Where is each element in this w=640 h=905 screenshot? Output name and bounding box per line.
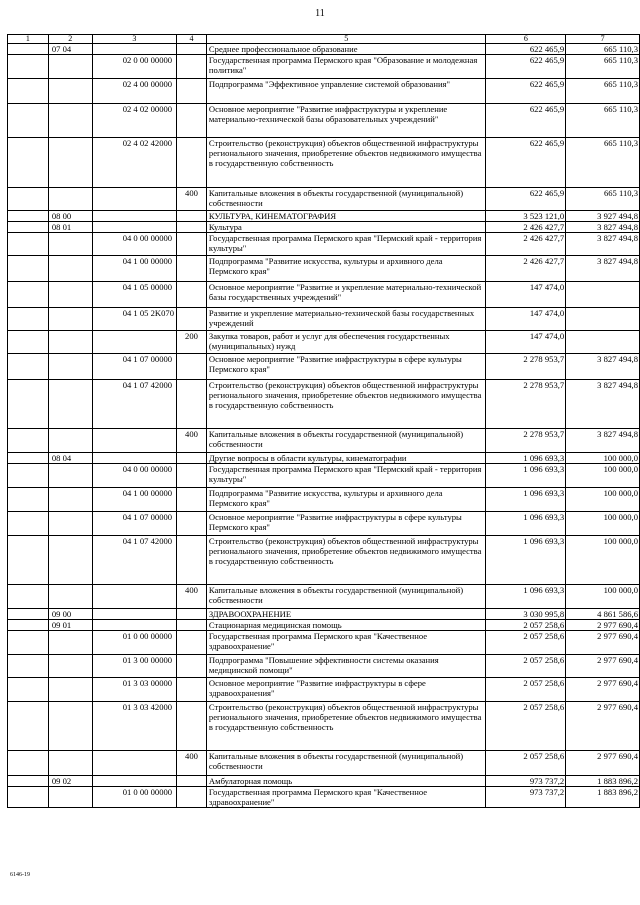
section-code-cell: [48, 256, 92, 282]
amount-year1-cell: 2 278 953,7: [486, 354, 566, 380]
row-index-cell: [8, 776, 49, 787]
expense-type-cell: [177, 138, 207, 188]
expense-type-cell: 400: [177, 585, 207, 609]
row-name-cell: Стационарная медицинская помощь: [206, 620, 486, 631]
target-article-cell: [92, 331, 176, 354]
table-row: [8, 787, 640, 808]
expense-type-cell: [177, 55, 207, 79]
expense-type-cell: [177, 787, 207, 808]
section-code-cell: [48, 631, 92, 655]
expense-type-cell: [177, 655, 207, 678]
amount-year2-cell: 2 977 690,4: [566, 751, 640, 776]
amount-year1-cell: 147 474,0: [486, 331, 566, 354]
target-article-cell: 04 1 05 2K070: [92, 308, 176, 331]
expense-type-cell: [177, 702, 207, 751]
amount-year1-cell: 622 465,9: [486, 188, 566, 211]
amount-year2-cell: 2 977 690,4: [566, 620, 640, 631]
row-index-cell: [8, 256, 49, 282]
amount-year2-cell: 100 000,0: [566, 488, 640, 512]
expense-type-cell: 400: [177, 188, 207, 211]
column-header: 7: [566, 35, 640, 44]
section-code-cell: 08 01: [48, 222, 92, 233]
row-name-cell: ЗДРАВООХРАНЕНИЕ: [206, 609, 486, 620]
target-article-cell: 02 0 00 00000: [92, 55, 176, 79]
expense-type-cell: [177, 222, 207, 233]
budget-table: [7, 34, 640, 808]
table-row: [8, 331, 640, 354]
row-index-cell: [8, 79, 49, 104]
row-index-cell: [8, 188, 49, 211]
amount-year1-cell: 2 057 258,6: [486, 702, 566, 751]
row-index-cell: [8, 380, 49, 429]
amount-year2-cell: 100 000,0: [566, 453, 640, 464]
row-name-cell: Другие вопросы в области культуры, кинематографии: [206, 453, 486, 464]
table-row: [8, 380, 640, 429]
amount-year2-cell: 100 000,0: [566, 585, 640, 609]
expense-type-cell: [177, 453, 207, 464]
row-index-cell: [8, 585, 49, 609]
section-code-cell: [48, 512, 92, 536]
row-index-cell: [8, 631, 49, 655]
target-article-cell: [92, 585, 176, 609]
section-code-cell: [48, 233, 92, 256]
row-index-cell: [8, 678, 49, 702]
amount-year2-cell: 665 110,3: [566, 104, 640, 138]
table-row: [8, 256, 640, 282]
expense-type-cell: [177, 256, 207, 282]
target-article-cell: 04 1 07 00000: [92, 512, 176, 536]
amount-year1-cell: 1 096 693,3: [486, 453, 566, 464]
amount-year2-cell: 3 827 494,8: [566, 256, 640, 282]
expense-type-cell: [177, 282, 207, 308]
row-index-cell: [8, 536, 49, 585]
section-code-cell: [48, 429, 92, 453]
table-row: [8, 655, 640, 678]
row-index-cell: [8, 331, 49, 354]
expense-type-cell: [177, 512, 207, 536]
row-name-cell: Основное мероприятие "Развитие и укрепление материально-технической базы государственных учреждений": [206, 282, 486, 308]
amount-year2-cell: 665 110,3: [566, 79, 640, 104]
section-code-cell: [48, 138, 92, 188]
amount-year2-cell: 3 927 494,8: [566, 211, 640, 222]
table-row: [8, 44, 640, 55]
expense-type-cell: [177, 44, 207, 55]
table-row: [8, 631, 640, 655]
row-name-cell: Государственная программа Пермского края "Пермский край - территория культуры": [206, 233, 486, 256]
row-index-cell: [8, 44, 49, 55]
section-code-cell: [48, 464, 92, 488]
column-header: 4: [177, 35, 207, 44]
target-article-cell: [92, 211, 176, 222]
row-name-cell: Развитие и укрепление материально-технической базы государственных учреждений: [206, 308, 486, 331]
amount-year2-cell: 3 827 494,8: [566, 233, 640, 256]
row-name-cell: Строительство (реконструкция) объектов общественной инфраструктуры регионального значения, приобретение объектов недвижимого имущества в государственную собственность: [206, 138, 486, 188]
table-row: [8, 308, 640, 331]
table-row: [8, 609, 640, 620]
row-name-cell: Строительство (реконструкция) объектов общественной инфраструктуры регионального значения, приобретение объектов недвижимого имущества в государственную собственность: [206, 702, 486, 751]
section-code-cell: 08 00: [48, 211, 92, 222]
amount-year1-cell: 2 426 427,7: [486, 233, 566, 256]
section-code-cell: [48, 308, 92, 331]
amount-year1-cell: 622 465,9: [486, 104, 566, 138]
amount-year2-cell: 2 977 690,4: [566, 655, 640, 678]
table-row: [8, 488, 640, 512]
row-name-cell: Государственная программа Пермского края "Качественное здравоохранение": [206, 631, 486, 655]
amount-year2-cell: 2 977 690,4: [566, 702, 640, 751]
table-row: [8, 222, 640, 233]
amount-year1-cell: 2 426 427,7: [486, 222, 566, 233]
row-index-cell: [8, 702, 49, 751]
row-name-cell: Строительство (реконструкция) объектов общественной инфраструктуры регионального значения, приобретение объектов недвижимого имущества в государственную собственность: [206, 536, 486, 585]
expense-type-cell: [177, 609, 207, 620]
target-article-cell: 04 1 05 00000: [92, 282, 176, 308]
expense-type-cell: [177, 380, 207, 429]
target-article-cell: 04 1 07 42000: [92, 380, 176, 429]
amount-year1-cell: 3 523 121,0: [486, 211, 566, 222]
target-article-cell: 02 4 02 00000: [92, 104, 176, 138]
row-name-cell: Закупка товаров, работ и услуг для обеспечения государственных (муниципальных) нужд: [206, 331, 486, 354]
target-article-cell: 04 1 00 00000: [92, 256, 176, 282]
row-index-cell: [8, 620, 49, 631]
amount-year2-cell: 665 110,3: [566, 188, 640, 211]
amount-year2-cell: 2 977 690,4: [566, 678, 640, 702]
row-name-cell: Основное мероприятие "Развитие инфраструктуры в сфере культуры Пермского края": [206, 512, 486, 536]
target-article-cell: [92, 609, 176, 620]
target-article-cell: 02 4 02 42000: [92, 138, 176, 188]
amount-year1-cell: 1 096 693,3: [486, 536, 566, 585]
table-row: [8, 585, 640, 609]
target-article-cell: 04 0 00 00000: [92, 233, 176, 256]
table-row: [8, 536, 640, 585]
table-row: [8, 512, 640, 536]
amount-year2-cell: 665 110,3: [566, 138, 640, 188]
amount-year2-cell: 3 827 494,8: [566, 380, 640, 429]
amount-year1-cell: 973 737,2: [486, 787, 566, 808]
footer-code: 6146-19: [10, 872, 30, 878]
row-index-cell: [8, 211, 49, 222]
amount-year1-cell: 973 737,2: [486, 776, 566, 787]
row-index-cell: [8, 655, 49, 678]
target-article-cell: [92, 188, 176, 211]
row-name-cell: Капитальные вложения в объекты государственной (муниципальной) собственности: [206, 751, 486, 776]
amount-year1-cell: 1 096 693,3: [486, 488, 566, 512]
amount-year2-cell: [566, 282, 640, 308]
row-index-cell: [8, 464, 49, 488]
amount-year1-cell: 2 426 427,7: [486, 256, 566, 282]
section-code-cell: [48, 380, 92, 429]
section-code-cell: [48, 536, 92, 585]
target-article-cell: [92, 429, 176, 453]
row-name-cell: Подпрограмма "Эффективное управление системой образования": [206, 79, 486, 104]
row-index-cell: [8, 488, 49, 512]
row-name-cell: Капитальные вложения в объекты государственной (муниципальной) собственности: [206, 429, 486, 453]
expense-type-cell: 200: [177, 331, 207, 354]
amount-year2-cell: 1 883 896,2: [566, 787, 640, 808]
target-article-cell: [92, 44, 176, 55]
section-code-cell: 09 01: [48, 620, 92, 631]
table-row: [8, 138, 640, 188]
target-article-cell: 01 3 03 42000: [92, 702, 176, 751]
target-article-cell: 02 4 00 00000: [92, 79, 176, 104]
row-name-cell: Подпрограмма "Развитие искусства, культуры и архивного дела Пермского края": [206, 488, 486, 512]
row-index-cell: [8, 222, 49, 233]
table-row: [8, 464, 640, 488]
section-code-cell: 09 02: [48, 776, 92, 787]
row-name-cell: Государственная программа Пермского края "Образование и молодежная политика": [206, 55, 486, 79]
table-row: [8, 751, 640, 776]
target-article-cell: 04 1 07 42000: [92, 536, 176, 585]
row-index-cell: [8, 138, 49, 188]
section-code-cell: [48, 79, 92, 104]
amount-year2-cell: [566, 331, 640, 354]
amount-year1-cell: 147 474,0: [486, 308, 566, 331]
row-index-cell: [8, 55, 49, 79]
section-code-cell: [48, 655, 92, 678]
amount-year1-cell: 3 030 995,8: [486, 609, 566, 620]
target-article-cell: 01 3 03 00000: [92, 678, 176, 702]
expense-type-cell: [177, 79, 207, 104]
table-row: [8, 233, 640, 256]
expense-type-cell: [177, 233, 207, 256]
amount-year2-cell: 3 827 494,8: [566, 429, 640, 453]
expense-type-cell: [177, 308, 207, 331]
row-index-cell: [8, 308, 49, 331]
table-row: [8, 354, 640, 380]
amount-year2-cell: 4 861 586,6: [566, 609, 640, 620]
section-code-cell: [48, 331, 92, 354]
amount-year2-cell: 100 000,0: [566, 536, 640, 585]
row-index-cell: [8, 354, 49, 380]
expense-type-cell: [177, 678, 207, 702]
expense-type-cell: 400: [177, 429, 207, 453]
table-row: [8, 620, 640, 631]
table-row: [8, 55, 640, 79]
column-header: 3: [92, 35, 176, 44]
row-index-cell: [8, 453, 49, 464]
amount-year1-cell: 1 096 693,3: [486, 512, 566, 536]
section-code-cell: [48, 787, 92, 808]
table-row: [8, 104, 640, 138]
amount-year1-cell: 2 057 258,6: [486, 655, 566, 678]
amount-year2-cell: 100 000,0: [566, 464, 640, 488]
expense-type-cell: [177, 464, 207, 488]
table-row: [8, 282, 640, 308]
section-code-cell: [48, 702, 92, 751]
target-article-cell: 04 0 00 00000: [92, 464, 176, 488]
amount-year1-cell: 2 057 258,6: [486, 751, 566, 776]
expense-type-cell: [177, 631, 207, 655]
expense-type-cell: [177, 211, 207, 222]
table-row: [8, 453, 640, 464]
target-article-cell: [92, 776, 176, 787]
amount-year1-cell: 622 465,9: [486, 44, 566, 55]
target-article-cell: [92, 620, 176, 631]
row-name-cell: Основное мероприятие "Развитие инфраструктуры и укрепление материально-технической базы образовательных учреждений": [206, 104, 486, 138]
row-index-cell: [8, 512, 49, 536]
expense-type-cell: [177, 536, 207, 585]
amount-year2-cell: 3 827 494,8: [566, 222, 640, 233]
target-article-cell: 04 1 07 00000: [92, 354, 176, 380]
row-name-cell: Основное мероприятие "Развитие инфраструктуры в сфере культуры Пермского края": [206, 354, 486, 380]
target-article-cell: 04 1 00 00000: [92, 488, 176, 512]
section-code-cell: [48, 678, 92, 702]
table-row: [8, 702, 640, 751]
amount-year1-cell: 2 278 953,7: [486, 429, 566, 453]
column-header: 6: [486, 35, 566, 44]
row-name-cell: Подпрограмма "Повышение эффективности системы оказания медицинской помощи": [206, 655, 486, 678]
section-code-cell: [48, 282, 92, 308]
amount-year2-cell: 665 110,3: [566, 44, 640, 55]
row-name-cell: Подпрограмма "Развитие искусства, культуры и архивного дела Пермского края": [206, 256, 486, 282]
row-index-cell: [8, 104, 49, 138]
row-index-cell: [8, 429, 49, 453]
row-name-cell: Капитальные вложения в объекты государственной (муниципальной) собственности: [206, 188, 486, 211]
row-name-cell: Среднее профессиональное образование: [206, 44, 486, 55]
amount-year2-cell: 3 827 494,8: [566, 354, 640, 380]
amount-year2-cell: 665 110,3: [566, 55, 640, 79]
expense-type-cell: [177, 354, 207, 380]
amount-year2-cell: [566, 308, 640, 331]
amount-year1-cell: 2 278 953,7: [486, 380, 566, 429]
row-name-cell: Государственная программа Пермского края "Качественное здравоохранение": [206, 787, 486, 808]
section-code-cell: 08 04: [48, 453, 92, 464]
section-code-cell: [48, 585, 92, 609]
column-header: 2: [48, 35, 92, 44]
target-article-cell: 01 0 00 00000: [92, 787, 176, 808]
amount-year1-cell: 622 465,9: [486, 138, 566, 188]
table-row: [8, 188, 640, 211]
amount-year2-cell: 100 000,0: [566, 512, 640, 536]
row-index-cell: [8, 282, 49, 308]
column-header: 5: [206, 35, 486, 44]
section-code-cell: [48, 488, 92, 512]
amount-year1-cell: 622 465,9: [486, 55, 566, 79]
target-article-cell: [92, 222, 176, 233]
row-index-cell: [8, 787, 49, 808]
row-name-cell: Капитальные вложения в объекты государственной (муниципальной) собственности: [206, 585, 486, 609]
row-name-cell: КУЛЬТУРА, КИНЕМАТОГРАФИЯ: [206, 211, 486, 222]
row-index-cell: [8, 751, 49, 776]
table-row: [8, 678, 640, 702]
table-row: [8, 776, 640, 787]
row-name-cell: Строительство (реконструкция) объектов общественной инфраструктуры регионального значения, приобретение объектов недвижимого имущества в государственную собственность: [206, 380, 486, 429]
expense-type-cell: [177, 488, 207, 512]
expense-type-cell: [177, 104, 207, 138]
amount-year1-cell: 2 057 258,6: [486, 678, 566, 702]
target-article-cell: [92, 751, 176, 776]
table-row: [8, 429, 640, 453]
row-name-cell: Основное мероприятие "Развитие инфраструктуры в сфере здравоохранения": [206, 678, 486, 702]
section-code-cell: [48, 104, 92, 138]
amount-year2-cell: 1 883 896,2: [566, 776, 640, 787]
row-name-cell: Государственная программа Пермского края "Пермский край - территория культуры": [206, 464, 486, 488]
table-row: [8, 79, 640, 104]
amount-year1-cell: 147 474,0: [486, 282, 566, 308]
page-number: 11: [315, 8, 325, 19]
section-code-cell: [48, 55, 92, 79]
target-article-cell: 01 3 00 00000: [92, 655, 176, 678]
amount-year1-cell: 2 057 258,6: [486, 631, 566, 655]
amount-year1-cell: 1 096 693,3: [486, 464, 566, 488]
section-code-cell: [48, 188, 92, 211]
amount-year1-cell: 1 096 693,3: [486, 585, 566, 609]
section-code-cell: [48, 354, 92, 380]
expense-type-cell: 400: [177, 751, 207, 776]
table-header-row: [8, 35, 640, 44]
target-article-cell: 01 0 00 00000: [92, 631, 176, 655]
row-name-cell: Культура: [206, 222, 486, 233]
section-code-cell: 07 04: [48, 44, 92, 55]
table-row: [8, 211, 640, 222]
expense-type-cell: [177, 620, 207, 631]
target-article-cell: [92, 453, 176, 464]
amount-year2-cell: 2 977 690,4: [566, 631, 640, 655]
section-code-cell: 09 00: [48, 609, 92, 620]
column-header: 1: [8, 35, 49, 44]
amount-year1-cell: 2 057 258,6: [486, 620, 566, 631]
row-index-cell: [8, 609, 49, 620]
expense-type-cell: [177, 776, 207, 787]
amount-year1-cell: 622 465,9: [486, 79, 566, 104]
section-code-cell: [48, 751, 92, 776]
row-name-cell: Амбулаторная помощь: [206, 776, 486, 787]
row-index-cell: [8, 233, 49, 256]
